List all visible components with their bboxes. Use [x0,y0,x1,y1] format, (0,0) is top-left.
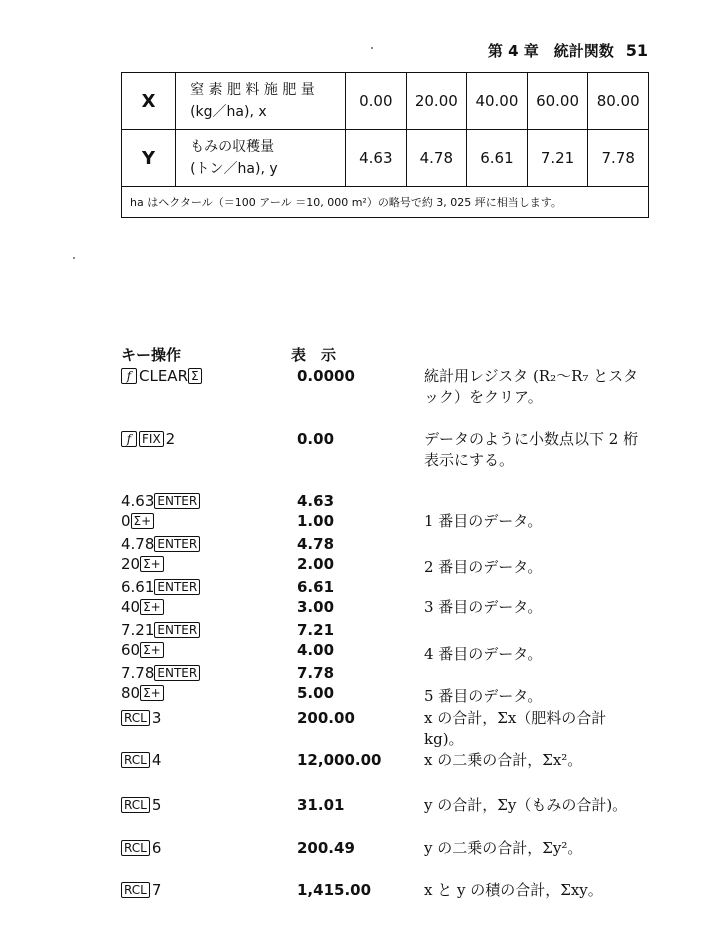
key-prefix: 20 [121,555,141,573]
display-value: 7.21 [297,621,335,639]
label-x-line1: 窒 素 肥 料 施 肥 量 [190,82,315,98]
step-description: データのように小数点以下 2 桁表示にする。 [424,430,639,469]
scan-speck [371,47,373,49]
x-value: 0.00 [346,73,406,130]
y-value: 7.78 [588,130,649,187]
key-suffix: 7 [151,881,162,899]
display-value: 7.78 [297,664,335,682]
keystroke [121,534,202,554]
key-suffix: 4 [151,751,162,769]
calculator-key: RCL [121,710,150,726]
scan-speck [73,257,75,259]
step-description: x と y の積の合計，Σxy。 [424,881,603,899]
keystroke [121,683,166,703]
y-value: 7.21 [527,130,588,187]
page-header [488,40,648,61]
key-prefix: 0 [121,512,131,530]
x-value: 20.00 [406,73,467,130]
calculator-key: Σ+ [131,513,155,529]
calculator-key: ENTER [154,579,200,595]
display-value: 1.00 [297,512,335,530]
chapter-title: 第 4 章 統計関数 [487,42,614,60]
label-y [176,130,346,187]
keystroke [121,577,202,597]
step-description: y の二乗の合計，Σy²。 [424,839,583,857]
key-suffix: 5 [151,796,162,814]
keystroke [121,511,156,531]
display-value: 12,000.00 [297,751,382,769]
calculator-key: ENTER [154,622,200,638]
step-description: x の二乗の合計，Σx²。 [424,751,583,769]
data-table [121,72,649,218]
step-description: 3 番目のデータ。 [424,598,543,616]
calculator-key: Σ+ [140,685,164,701]
keystroke [121,663,202,683]
keystroke [121,750,161,770]
keystroke [121,640,166,660]
key-prefix: 40 [121,598,141,616]
calculator-key: FIX [139,431,164,447]
keys-column-header: キー操作 [121,346,182,364]
step-description: 5 番目のデータ。 [424,687,543,705]
display-value: 1,415.00 [297,881,372,899]
calculator-key: Σ+ [140,599,164,615]
display-column-header: 表 示 [291,346,337,364]
keystroke [121,795,161,815]
key-suffix: 2 [165,430,176,448]
display-value: 6.61 [297,578,335,596]
calculator-key: RCL [121,797,150,813]
keystroke [121,429,175,449]
display-value: 4.00 [297,641,335,659]
display-value: 2.00 [297,555,335,573]
f-key: f [121,431,137,447]
display-value: 5.00 [297,684,335,702]
calculator-key: Σ+ [140,642,164,658]
y-value: 4.63 [346,130,406,187]
keystroke [121,880,161,900]
y-value: 6.61 [467,130,528,187]
calculator-key: Σ+ [140,556,164,572]
calculator-key: ENTER [154,665,200,681]
f-key: f [121,368,137,384]
x-value: 40.00 [467,73,528,130]
y-value: 4.78 [406,130,467,187]
label-x [176,73,346,130]
key-suffix: 3 [151,709,162,727]
calculator-key: ENTER [154,493,200,509]
keystroke [121,366,204,386]
display-value: 200.49 [297,839,355,857]
key-mid-label: CLEAR [139,367,188,385]
key-prefix: 7.78 [121,664,155,682]
key-prefix: 4.78 [121,535,155,553]
key-prefix: 80 [121,684,141,702]
step-description: x の合計，Σx（肥料の合計 kg)。 [424,709,607,748]
keystroke [121,838,161,858]
display-value: 0.0000 [297,367,355,385]
x-value: 80.00 [588,73,649,130]
display-value: 31.01 [297,796,345,814]
step-description: 統計用レジスタ (R₂〜R₇ とスタック）をクリア。 [424,367,639,406]
step-description: 2 番目のデータ。 [424,558,543,576]
keystroke [121,597,166,617]
key-suffix: 6 [151,839,162,857]
key-prefix: 60 [121,641,141,659]
table-note-row [122,187,649,218]
display-value: 200.00 [297,709,355,727]
label-y-line2: (トン／ha), y [190,161,278,177]
key-prefix: 7.21 [121,621,155,639]
table-row-x [122,73,649,130]
display-value: 3.00 [297,598,335,616]
calculator-key: RCL [121,882,150,898]
calculator-key: Σ [188,368,202,384]
page-number: 51 [625,41,648,60]
keystroke [121,708,161,728]
var-y: Y [122,130,176,187]
step-description: 1 番目のデータ。 [424,512,543,530]
display-value: 0.00 [297,430,335,448]
calculator-key: ENTER [154,536,200,552]
keystroke [121,554,166,574]
display-value: 4.63 [297,492,335,510]
x-value: 60.00 [527,73,588,130]
display-value: 4.78 [297,535,335,553]
var-x: X [122,73,176,130]
calculator-key: RCL [121,840,150,856]
label-x-line2: (kg／ha), x [190,104,267,120]
calculator-key: RCL [121,752,150,768]
step-description: y の合計，Σy（もみの合計)。 [424,796,628,814]
keystroke [121,620,202,640]
label-y-line1: もみの収穫量 [190,139,275,155]
table-row-y [122,130,649,187]
keystroke [121,491,202,511]
key-prefix: 6.61 [121,578,155,596]
table-note: ha はヘクタール（＝100 アール ＝10, 000 m²）の略号で約 3, 025 坪に相当します。 [122,187,649,218]
key-prefix: 4.63 [121,492,155,510]
step-description: 4 番目のデータ。 [424,645,543,663]
